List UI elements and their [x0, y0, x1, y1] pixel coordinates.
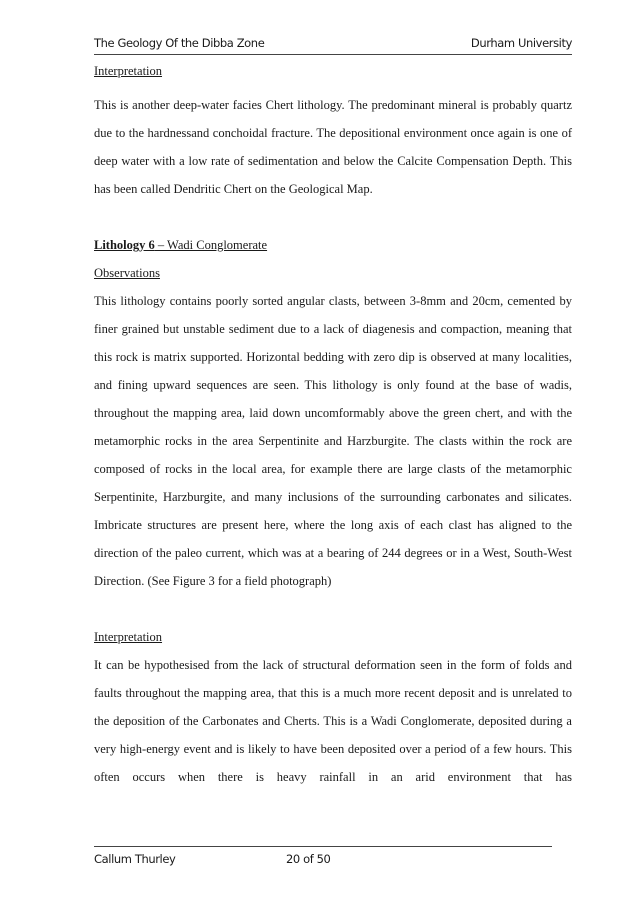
institution-name: Durham University	[470, 36, 572, 50]
page-body	[94, 57, 572, 791]
spacer	[94, 203, 572, 231]
page-footer	[94, 846, 552, 869]
interpretation-paragraph: This is another deep-water facies Chert lithology. The predominant mineral is probably quartz due to the hardnessand conchoidal fracture. The depositional environment once again is one of deep water with a low rate of sedimentation and below the Calcite Compensation Depth. This has been called Dendritic Chert on the Geological Map.	[94, 98, 572, 196]
page-number: 20 of 50	[286, 852, 331, 866]
document-title: The Geology Of the Dibba Zone	[94, 36, 265, 50]
lithology-name: – Wadi Conglomerate	[154, 238, 268, 252]
section-heading-interpretation-2: Interpretation	[94, 630, 163, 644]
lithology-heading	[94, 231, 572, 259]
lithology-label: Lithology 6	[94, 238, 155, 252]
page-header	[94, 34, 572, 55]
observations-paragraph: This lithology contains poorly sorted angular clasts, between 3-8mm and 20cm, cemented by finer grained but unstable sediment due to a lack of diagenesis and compaction, meaning that this rock is matrix supported. Horizontal bedding with zero dip is observed at many localities, and fining upward sequences are seen. This lithology is only found at the base of wadis, throughout the mapping area, laid down uncomformably above the green chert, and with the metamorphic rocks in the area Serpentinite and Harzburgite. The clasts within the rock are composed of rocks in the local area, for example there are large clasts of the metamorphic Serpentinite, Harzburgite, and many inclusions of the surrounding carbonates and silicates. Imbricate structures are present here, where the long axis of each clast has aligned to the direction of the paleo current, which was at a bearing of 244 degrees or in a West, South-West Direction. (See Figure 3 for a field photograph)	[94, 294, 572, 588]
spacer	[94, 595, 572, 623]
interpretation-2-paragraph: It can be hypothesised from the lack of structural deformation seen in the form of folds and faults throughout the mapping area, that this is a much more recent deposit and is unrelated to the deposition of the Carbonates and Cherts. This is a Wadi Conglomerate, deposited during a very high-energy event and is likely to have been deposited over a period of a few hours. This often occurs when there is heavy rainfall in an arid environment that has	[94, 658, 572, 784]
author-name: Callum Thurley	[94, 852, 176, 866]
section-heading-interpretation: Interpretation	[94, 64, 163, 78]
section-heading-observations: Observations	[94, 266, 160, 280]
